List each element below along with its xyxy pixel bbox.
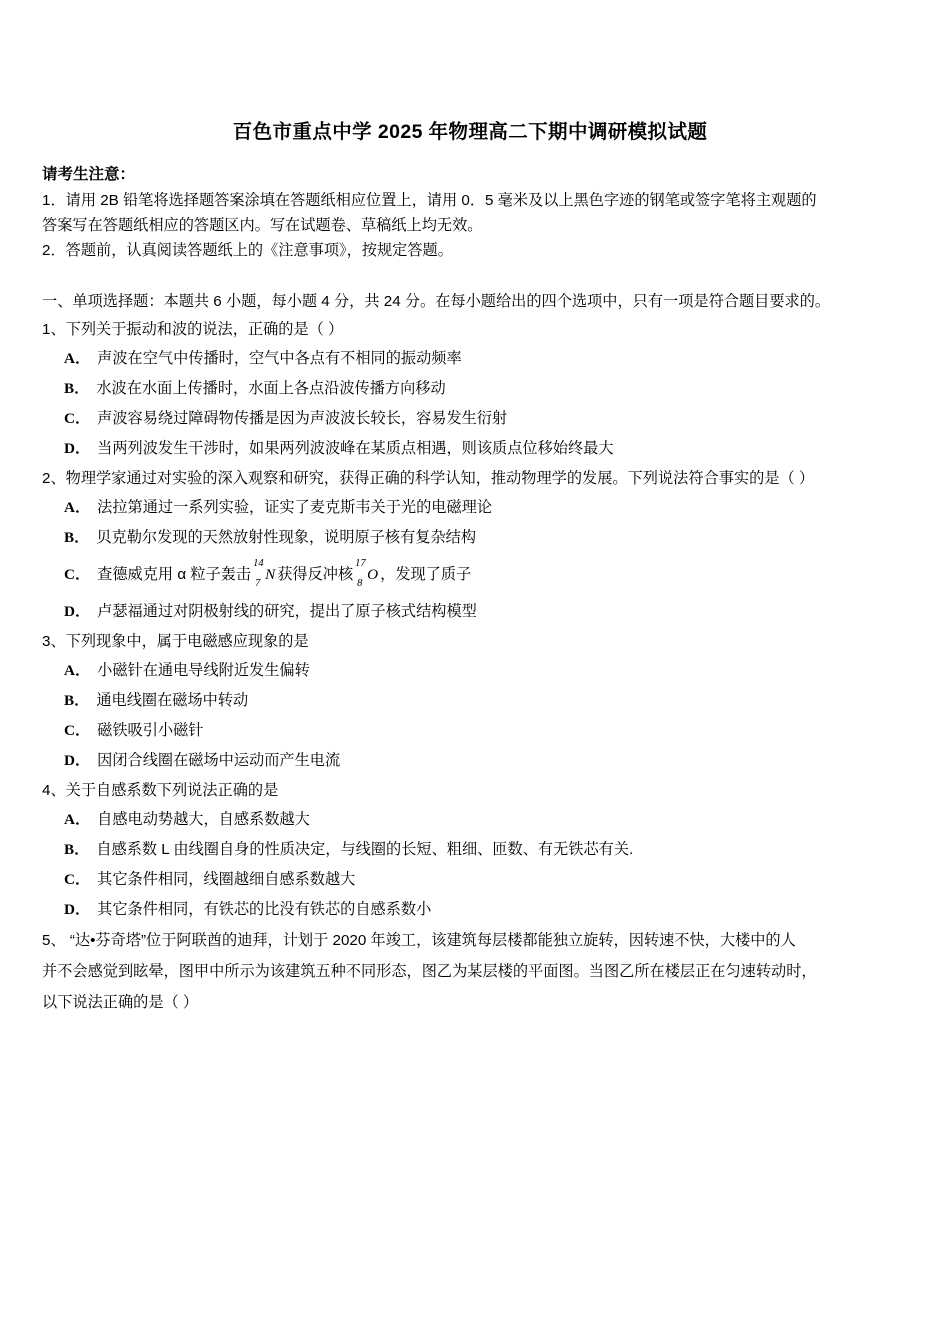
option-label: A． bbox=[64, 499, 91, 516]
option-label: B． bbox=[64, 380, 90, 397]
question-3-option-a bbox=[42, 656, 898, 686]
option-text: 卢瑟福通过对阴极射线的研究，提出了原子核式结构模型 bbox=[97, 603, 477, 620]
option-text: 其它条件相同，有铁芯的比没有铁芯的自感系数小 bbox=[97, 901, 432, 918]
question-4-stem: 4、关于自感系数下列说法正确的是 bbox=[42, 782, 279, 799]
option-text-3: ，发现了质子 bbox=[380, 566, 472, 583]
notice-line-3: 2．答题前，认真阅读答题纸上的《注意事项》，按规定答题。 bbox=[42, 242, 453, 259]
option-text: 当两列波发生干涉时，如果两列波波峰在某质点相遇，则该质点位移始终最大 bbox=[97, 440, 614, 457]
option-label: A． bbox=[64, 350, 91, 367]
atomic-number: 7 bbox=[255, 578, 261, 589]
question-5-stem-line-1: 5、 “达•芬奇塔”位于阿联酋的迪拜，计划于 2020 年竣工，该建筑每层楼都能独立旋转，因转速不快，大楼中的人 bbox=[42, 932, 796, 949]
question-5-stem-line-3: 以下说法正确的是（ ） bbox=[42, 994, 199, 1011]
nuclide-oxygen-17 bbox=[355, 553, 378, 597]
option-label: D． bbox=[64, 440, 91, 457]
question-1-option-b bbox=[42, 374, 898, 404]
option-label: D． bbox=[64, 901, 91, 918]
atomic-number: 8 bbox=[357, 578, 363, 589]
option-text: 水波在水面上传播时，水面上各点沿波传播方向移动 bbox=[96, 380, 446, 397]
option-text: 自感电动势越大，自感系数越大 bbox=[97, 811, 310, 828]
question-3-option-b bbox=[42, 686, 898, 716]
option-text: 其它条件相同，线圈越细自感系数越大 bbox=[97, 871, 356, 888]
element-symbol: O bbox=[367, 566, 379, 583]
question-4-option-c bbox=[42, 865, 898, 895]
question-2-option-b bbox=[42, 523, 898, 553]
option-label: A． bbox=[64, 662, 91, 679]
option-text: 声波容易绕过障碍物传播是因为声波波长较长，容易发生衍射 bbox=[97, 410, 508, 427]
option-label: C． bbox=[64, 871, 91, 888]
option-label: B． bbox=[64, 841, 90, 858]
question-2-option-c bbox=[42, 553, 898, 597]
mass-number: 14 bbox=[253, 558, 264, 569]
option-text: 通电线圈在磁场中转动 bbox=[96, 692, 249, 709]
element-symbol: N bbox=[265, 566, 276, 583]
mass-number: 17 bbox=[355, 558, 366, 569]
notice-line-1: 1．请用 2B 铅笔将选择题答案涂填在答题纸相应位置上，请用 0．5 毫米及以上黑色字迹的钢笔或签字笔将主观题的 bbox=[42, 192, 817, 209]
question-4-option-d bbox=[42, 895, 898, 925]
option-label: B． bbox=[64, 692, 90, 709]
question-1-stem: 1、下列关于振动和波的说法，正确的是（ ） bbox=[42, 321, 344, 338]
spacer bbox=[42, 263, 898, 289]
question-1-option-d bbox=[42, 434, 898, 464]
option-text: 磁铁吸引小磁针 bbox=[97, 722, 204, 739]
option-label: C． bbox=[64, 410, 91, 427]
question-4-option-a bbox=[42, 805, 898, 835]
question-3-stem: 3、下列现象中，属于电磁感应现象的是 bbox=[42, 633, 309, 650]
question-1-option-c bbox=[42, 404, 898, 434]
section-header-single-choice: 一、单项选择题：本题共 6 小题，每小题 4 分，共 24 分。在每小题给出的四个选项中，只有一项是符合题目要求的。 bbox=[42, 293, 831, 310]
page-title: 百色市重点中学 2025 年物理高二下期中调研模拟试题 bbox=[232, 121, 708, 143]
option-text: 贝克勒尔发现的天然放射性现象，说明原子核有复杂结构 bbox=[96, 529, 477, 546]
nuclide-nitrogen-14 bbox=[253, 553, 275, 597]
question-1-option-a bbox=[42, 344, 898, 374]
option-label: B． bbox=[64, 529, 90, 546]
option-text-2: 获得反冲核 bbox=[277, 566, 354, 583]
option-text: 小磁针在通电导线附近发生偏转 bbox=[97, 662, 310, 679]
option-text: 查德威克用 α 粒子轰击 bbox=[97, 566, 252, 583]
question-2-option-a bbox=[42, 493, 898, 523]
option-text: 声波在空气中传播时，空气中各点有不相同的振动频率 bbox=[97, 350, 462, 367]
option-text: 自感系数 L 由线圈自身的性质决定，与线圈的长短、粗细、匝数、有无铁芯有关. bbox=[96, 841, 634, 858]
option-label: D． bbox=[64, 603, 91, 620]
question-5-stem-line-2: 并不会感觉到眩晕，图甲中所示为该建筑五种不同形态，图乙为某层楼的平面图。当图乙所在楼层正在匀速转动时， bbox=[42, 963, 817, 980]
option-label: C． bbox=[64, 722, 91, 739]
notice-header: 请考生注意： bbox=[42, 166, 136, 183]
question-4-option-b bbox=[42, 835, 898, 865]
notice-line-2: 答案写在答题纸相应的答题区内。写在试题卷、草稿纸上均无效。 bbox=[42, 217, 483, 234]
question-2-option-d bbox=[42, 597, 898, 627]
question-3-option-c bbox=[42, 716, 898, 746]
option-text: 法拉第通过一系列实验，证实了麦克斯韦关于光的电磁理论 bbox=[97, 499, 493, 516]
option-label: A． bbox=[64, 811, 91, 828]
option-label: C． bbox=[64, 566, 91, 583]
question-3-option-d bbox=[42, 746, 898, 776]
question-2-stem: 2、物理学家通过对实验的深入观察和研究，获得正确的科学认知，推动物理学的发展。下列说法符合事实的是（ ） bbox=[42, 470, 815, 487]
option-label: D． bbox=[64, 752, 91, 769]
option-text: 因闭合线圈在磁场中运动而产生电流 bbox=[97, 752, 341, 769]
